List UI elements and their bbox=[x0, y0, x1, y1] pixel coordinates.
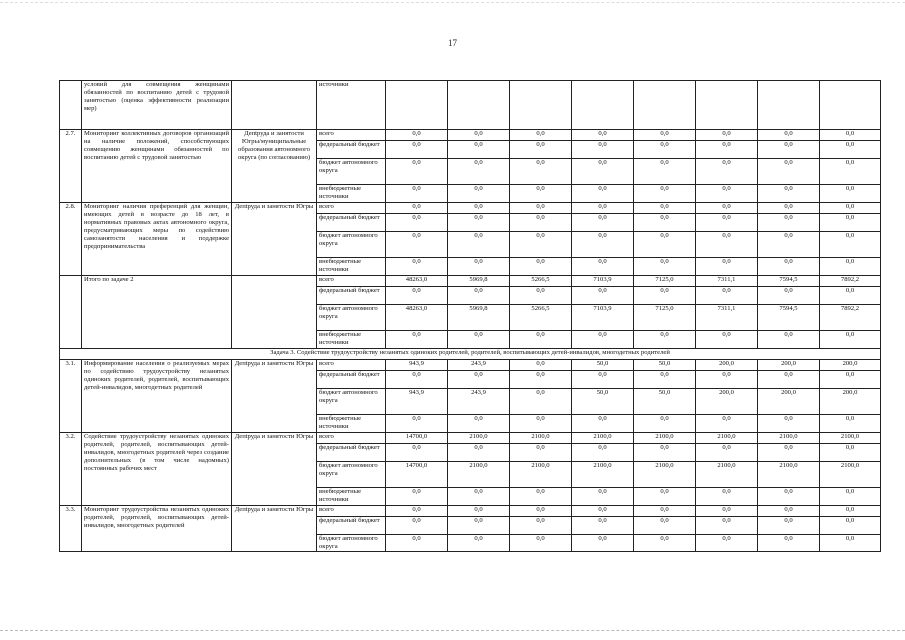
responsible-executor: Депtруда и занятости Югры bbox=[232, 433, 317, 506]
funding-source-label: федеральный бюджет bbox=[317, 287, 386, 305]
funding-source-label: федеральный бюджет bbox=[317, 371, 386, 389]
value-cell: 0,0 bbox=[634, 444, 696, 462]
value-cell: 0,0 bbox=[696, 185, 758, 203]
funding-source-label: федеральный бюджет bbox=[317, 444, 386, 462]
value-cell: 50,0 bbox=[634, 389, 696, 415]
value-cell: 0,0 bbox=[448, 130, 510, 141]
value-cell bbox=[634, 81, 696, 130]
funding-source-label: внебюджетные источники bbox=[317, 488, 386, 506]
value-cell: 0,0 bbox=[820, 287, 881, 305]
value-cell: 0,0 bbox=[510, 141, 572, 159]
value-cell: 0,0 bbox=[386, 535, 448, 552]
value-cell: 50,0 bbox=[634, 360, 696, 371]
value-cell: 0,0 bbox=[448, 535, 510, 552]
value-cell: 0,0 bbox=[510, 517, 572, 535]
value-cell: 0,0 bbox=[572, 159, 634, 185]
value-cell: 0,0 bbox=[758, 506, 820, 517]
value-cell: 2100,0 bbox=[510, 433, 572, 444]
funding-source-label: всего bbox=[317, 203, 386, 214]
value-cell: 0,0 bbox=[696, 535, 758, 552]
program-measures-table bbox=[59, 80, 881, 552]
value-cell: 0,0 bbox=[510, 287, 572, 305]
value-cell: 0,0 bbox=[572, 287, 634, 305]
value-cell: 2100,0 bbox=[696, 462, 758, 488]
value-cell: 0,0 bbox=[758, 203, 820, 214]
value-cell: 2100,0 bbox=[448, 433, 510, 444]
subtotal-label: Итого по задаче 2 bbox=[82, 276, 232, 349]
measure-description: Информирование населения о реализуемых мерах по содействию трудоустройству незанятых одиноких родителей, родителей, воспитывающих детей-инвалидов, многодетных родителей bbox=[82, 360, 232, 433]
responsible-cell bbox=[232, 276, 317, 349]
value-cell: 0,0 bbox=[758, 141, 820, 159]
value-cell: 5266,5 bbox=[510, 305, 572, 331]
value-cell: 0,0 bbox=[758, 535, 820, 552]
value-cell: 0,0 bbox=[634, 232, 696, 258]
table-row bbox=[60, 130, 881, 141]
value-cell: 0,0 bbox=[510, 232, 572, 258]
value-cell: 0,0 bbox=[572, 488, 634, 506]
value-cell: 0,0 bbox=[634, 331, 696, 349]
value-cell: 0,0 bbox=[758, 214, 820, 232]
value-cell: 0,0 bbox=[696, 214, 758, 232]
value-cell: 0,0 bbox=[696, 415, 758, 433]
value-cell: 0,0 bbox=[448, 203, 510, 214]
scan-bottom-edge bbox=[0, 630, 905, 632]
value-cell: 0,0 bbox=[634, 287, 696, 305]
value-cell bbox=[572, 81, 634, 130]
value-cell: 0,0 bbox=[572, 331, 634, 349]
value-cell: 0,0 bbox=[820, 258, 881, 276]
value-cell: 0,0 bbox=[572, 535, 634, 552]
value-cell: 0,0 bbox=[386, 331, 448, 349]
value-cell: 0,0 bbox=[820, 517, 881, 535]
value-cell: 0,0 bbox=[820, 535, 881, 552]
value-cell: 0,0 bbox=[820, 488, 881, 506]
value-cell: 0,0 bbox=[820, 214, 881, 232]
value-cell: 0,0 bbox=[572, 203, 634, 214]
value-cell: 0,0 bbox=[572, 130, 634, 141]
value-cell: 0,0 bbox=[510, 488, 572, 506]
value-cell bbox=[448, 81, 510, 130]
value-cell: 0,0 bbox=[386, 159, 448, 185]
value-cell: 0,0 bbox=[758, 517, 820, 535]
value-cell: 50,0 bbox=[572, 360, 634, 371]
value-cell: 7311,1 bbox=[696, 276, 758, 287]
value-cell: 2100,0 bbox=[758, 462, 820, 488]
value-cell: 0,0 bbox=[572, 444, 634, 462]
value-cell: 2100,0 bbox=[820, 433, 881, 444]
row-number-cell bbox=[60, 276, 82, 349]
value-cell: 2100,0 bbox=[820, 462, 881, 488]
value-cell: 0,0 bbox=[758, 415, 820, 433]
value-cell: 0,0 bbox=[820, 185, 881, 203]
funding-source-label: бюджет автономного округа bbox=[317, 305, 386, 331]
value-cell: 0,0 bbox=[386, 371, 448, 389]
funding-source-label: внебюджетные источники bbox=[317, 258, 386, 276]
value-cell: 0,0 bbox=[696, 130, 758, 141]
value-cell: 0,0 bbox=[634, 141, 696, 159]
table-row bbox=[60, 506, 881, 517]
funding-source-label: всего bbox=[317, 130, 386, 141]
value-cell: 0,0 bbox=[510, 535, 572, 552]
value-cell: 5969,8 bbox=[448, 276, 510, 287]
value-cell: 0,0 bbox=[386, 488, 448, 506]
row-number: 2.7. bbox=[60, 130, 82, 203]
value-cell: 7103,9 bbox=[572, 276, 634, 287]
value-cell: 0,0 bbox=[820, 141, 881, 159]
task-header: Задача 3. Содействие трудоустройству незанятых одиноких родителей, родителей, воспитывающих детей-инвалидов, многодетных родителей bbox=[60, 349, 881, 360]
value-cell: 0,0 bbox=[510, 331, 572, 349]
value-cell: 0,0 bbox=[758, 232, 820, 258]
value-cell: 0,0 bbox=[510, 258, 572, 276]
table-row bbox=[60, 433, 881, 444]
value-cell: 5969,8 bbox=[448, 305, 510, 331]
value-cell: 0,0 bbox=[510, 130, 572, 141]
value-cell: 0,0 bbox=[510, 203, 572, 214]
value-cell: 0,0 bbox=[448, 517, 510, 535]
value-cell: 0,0 bbox=[572, 415, 634, 433]
value-cell: 0,0 bbox=[448, 214, 510, 232]
value-cell: 14700,0 bbox=[386, 462, 448, 488]
measure-description: условий для совмещения женщинами обязанностей по воспитанию детей с трудовой занятостью (оценка эффективности реализации мер) bbox=[82, 81, 232, 130]
value-cell bbox=[758, 81, 820, 130]
value-cell: 0,0 bbox=[386, 506, 448, 517]
value-cell: 0,0 bbox=[510, 389, 572, 415]
value-cell: 200,0 bbox=[696, 389, 758, 415]
value-cell: 0,0 bbox=[758, 159, 820, 185]
row-number: 3.3. bbox=[60, 506, 82, 552]
value-cell: 0,0 bbox=[634, 535, 696, 552]
table-row bbox=[60, 360, 881, 371]
value-cell: 0,0 bbox=[572, 371, 634, 389]
value-cell: 0,0 bbox=[448, 232, 510, 258]
responsible-executor: Депtруда и занятости Югры bbox=[232, 506, 317, 552]
scan-top-edge bbox=[0, 2, 905, 4]
value-cell: 0,0 bbox=[820, 130, 881, 141]
funding-source-label: федеральный бюджет bbox=[317, 141, 386, 159]
value-cell bbox=[510, 81, 572, 130]
value-cell: 0,0 bbox=[820, 371, 881, 389]
value-cell: 0,0 bbox=[510, 360, 572, 371]
measure-description: Содействие трудоустройству незанятых одиноких родителей, родителей, воспитывающих детей-инвалидов, многодетных родителей через создание дополнительных (в том числе надомных) постоянных рабочих мест bbox=[82, 433, 232, 506]
value-cell: 0,0 bbox=[510, 214, 572, 232]
value-cell: 0,0 bbox=[696, 331, 758, 349]
value-cell: 0,0 bbox=[448, 506, 510, 517]
funding-source-label: бюджет автономного округа bbox=[317, 462, 386, 488]
value-cell: 0,0 bbox=[758, 331, 820, 349]
value-cell: 0,0 bbox=[448, 185, 510, 203]
value-cell: 0,0 bbox=[448, 331, 510, 349]
value-cell: 0,0 bbox=[510, 371, 572, 389]
value-cell: 0,0 bbox=[510, 444, 572, 462]
measure-description: Мониторинг наличия преференций для женщин, имеющих детей в возрасте до 18 лет, в нормативных правовых актах автономного округа, предусматривающих меры по содействию самозанятости населения и поддержке предпринимательства bbox=[82, 203, 232, 276]
value-cell: 7125,0 bbox=[634, 305, 696, 331]
funding-source-label: федеральный бюджет bbox=[317, 517, 386, 535]
funding-source-label: внебюджетные источники bbox=[317, 331, 386, 349]
value-cell: 0,0 bbox=[386, 185, 448, 203]
value-cell: 0,0 bbox=[572, 517, 634, 535]
value-cell: 0,0 bbox=[820, 159, 881, 185]
value-cell: 0,0 bbox=[820, 444, 881, 462]
responsible-cell bbox=[232, 81, 317, 130]
value-cell: 0,0 bbox=[758, 258, 820, 276]
row-number-cell bbox=[60, 81, 82, 130]
value-cell: 200,0 bbox=[758, 360, 820, 371]
page-number: 17 bbox=[448, 38, 457, 48]
row-number: 3.2. bbox=[60, 433, 82, 506]
value-cell: 14700,0 bbox=[386, 433, 448, 444]
value-cell: 0,0 bbox=[820, 232, 881, 258]
value-cell: 2100,0 bbox=[572, 462, 634, 488]
value-cell: 48263,0 bbox=[386, 276, 448, 287]
value-cell: 0,0 bbox=[758, 371, 820, 389]
measure-description: Мониторинг коллективных договоров организаций на наличие положений, способствующих совмещению женщинами обязанностей по воспитанию детей с трудовой занятостью bbox=[82, 130, 232, 203]
value-cell: 2100,0 bbox=[510, 462, 572, 488]
table-row bbox=[60, 203, 881, 214]
funding-source-label: всего bbox=[317, 360, 386, 371]
value-cell: 0,0 bbox=[634, 203, 696, 214]
value-cell: 0,0 bbox=[696, 159, 758, 185]
value-cell bbox=[696, 81, 758, 130]
value-cell: 200,0 bbox=[820, 360, 881, 371]
value-cell: 0,0 bbox=[510, 159, 572, 185]
value-cell: 2100,0 bbox=[448, 462, 510, 488]
funding-source-label: внебюджетные источники bbox=[317, 185, 386, 203]
value-cell: 0,0 bbox=[696, 371, 758, 389]
value-cell: 2100,0 bbox=[634, 462, 696, 488]
value-cell: 243,9 bbox=[448, 360, 510, 371]
value-cell: 5266,5 bbox=[510, 276, 572, 287]
row-number: 2.8. bbox=[60, 203, 82, 276]
responsible-executor: Депtруда и занятости Югры bbox=[232, 203, 317, 276]
value-cell: 0,0 bbox=[634, 214, 696, 232]
value-cell: 0,0 bbox=[820, 331, 881, 349]
value-cell: 0,0 bbox=[634, 371, 696, 389]
value-cell: 2100,0 bbox=[572, 433, 634, 444]
value-cell: 0,0 bbox=[820, 506, 881, 517]
value-cell: 0,0 bbox=[634, 130, 696, 141]
value-cell: 0,0 bbox=[572, 258, 634, 276]
funding-source-label: бюджет автономного округа bbox=[317, 535, 386, 552]
value-cell: 0,0 bbox=[448, 415, 510, 433]
value-cell: 2100,0 bbox=[696, 433, 758, 444]
value-cell: 0,0 bbox=[634, 159, 696, 185]
value-cell: 0,0 bbox=[696, 517, 758, 535]
value-cell: 243,9 bbox=[448, 389, 510, 415]
value-cell: 0,0 bbox=[696, 232, 758, 258]
value-cell: 0,0 bbox=[386, 141, 448, 159]
value-cell: 0,0 bbox=[386, 214, 448, 232]
value-cell: 7892,2 bbox=[820, 276, 881, 287]
value-cell: 7125,0 bbox=[634, 276, 696, 287]
value-cell: 0,0 bbox=[448, 444, 510, 462]
value-cell: 0,0 bbox=[510, 506, 572, 517]
value-cell: 0,0 bbox=[572, 214, 634, 232]
value-cell: 7594,5 bbox=[758, 305, 820, 331]
value-cell: 48263,0 bbox=[386, 305, 448, 331]
value-cell: 50,0 bbox=[572, 389, 634, 415]
value-cell: 0,0 bbox=[386, 130, 448, 141]
value-cell: 200,0 bbox=[820, 389, 881, 415]
value-cell: 0,0 bbox=[696, 258, 758, 276]
table-row bbox=[60, 81, 881, 130]
value-cell: 0,0 bbox=[572, 141, 634, 159]
value-cell: 0,0 bbox=[696, 141, 758, 159]
value-cell: 0,0 bbox=[386, 232, 448, 258]
value-cell bbox=[820, 81, 881, 130]
value-cell: 0,0 bbox=[634, 517, 696, 535]
value-cell: 0,0 bbox=[758, 287, 820, 305]
value-cell: 0,0 bbox=[386, 517, 448, 535]
value-cell: 0,0 bbox=[820, 415, 881, 433]
value-cell: 7103,9 bbox=[572, 305, 634, 331]
value-cell: 0,0 bbox=[448, 141, 510, 159]
value-cell: 0,0 bbox=[572, 232, 634, 258]
value-cell: 0,0 bbox=[448, 371, 510, 389]
value-cell: 0,0 bbox=[758, 444, 820, 462]
value-cell: 0,0 bbox=[696, 488, 758, 506]
value-cell: 0,0 bbox=[448, 159, 510, 185]
value-cell: 0,0 bbox=[696, 203, 758, 214]
value-cell: 0,0 bbox=[696, 506, 758, 517]
value-cell: 0,0 bbox=[386, 415, 448, 433]
value-cell: 0,0 bbox=[634, 258, 696, 276]
value-cell: 0,0 bbox=[386, 444, 448, 462]
value-cell: 0,0 bbox=[758, 488, 820, 506]
funding-source-label: внебюджетные источники bbox=[317, 415, 386, 433]
value-cell: 0,0 bbox=[386, 258, 448, 276]
value-cell: 943,9 bbox=[386, 389, 448, 415]
value-cell: 200,0 bbox=[696, 360, 758, 371]
value-cell: 0,0 bbox=[758, 130, 820, 141]
value-cell: 2100,0 bbox=[634, 433, 696, 444]
value-cell: 0,0 bbox=[386, 287, 448, 305]
value-cell: 7892,2 bbox=[820, 305, 881, 331]
value-cell: 0,0 bbox=[820, 203, 881, 214]
value-cell: 200,0 bbox=[758, 389, 820, 415]
value-cell: 0,0 bbox=[448, 287, 510, 305]
value-cell: 7311,1 bbox=[696, 305, 758, 331]
value-cell: 0,0 bbox=[510, 415, 572, 433]
value-cell: 0,0 bbox=[634, 185, 696, 203]
responsible-executor: Депtруда и занятости Югры/муниципальные образования автономного округа (по согласованию) bbox=[232, 130, 317, 203]
funding-source-label: всего bbox=[317, 276, 386, 287]
value-cell: 2100,0 bbox=[758, 433, 820, 444]
value-cell: 0,0 bbox=[634, 488, 696, 506]
value-cell: 0,0 bbox=[696, 444, 758, 462]
row-number: 3.1. bbox=[60, 360, 82, 433]
table-row bbox=[60, 349, 881, 360]
value-cell: 7594,5 bbox=[758, 276, 820, 287]
value-cell: 0,0 bbox=[634, 415, 696, 433]
value-cell: 0,0 bbox=[448, 258, 510, 276]
funding-source-label: бюджет автономного округа bbox=[317, 159, 386, 185]
responsible-executor: Депtруда и занятости Югры bbox=[232, 360, 317, 433]
funding-source-label: всего bbox=[317, 433, 386, 444]
value-cell bbox=[386, 81, 448, 130]
value-cell: 0,0 bbox=[572, 506, 634, 517]
funding-source-label: всего bbox=[317, 506, 386, 517]
funding-source-label: источники bbox=[317, 81, 386, 130]
value-cell: 0,0 bbox=[758, 185, 820, 203]
funding-source-label: бюджет автономного округа bbox=[317, 389, 386, 415]
value-cell: 943,9 bbox=[386, 360, 448, 371]
value-cell: 0,0 bbox=[386, 203, 448, 214]
table-row bbox=[60, 276, 881, 287]
funding-source-label: бюджет автономного округа bbox=[317, 232, 386, 258]
value-cell: 0,0 bbox=[510, 185, 572, 203]
value-cell: 0,0 bbox=[448, 488, 510, 506]
funding-source-label: федеральный бюджет bbox=[317, 214, 386, 232]
value-cell: 0,0 bbox=[696, 287, 758, 305]
measure-description: Мониторинг трудоустройства незанятых одиноких родителей, родителей, воспитывающих детей-инвалидов, многодетных родителей bbox=[82, 506, 232, 552]
value-cell: 0,0 bbox=[634, 506, 696, 517]
value-cell: 0,0 bbox=[572, 185, 634, 203]
